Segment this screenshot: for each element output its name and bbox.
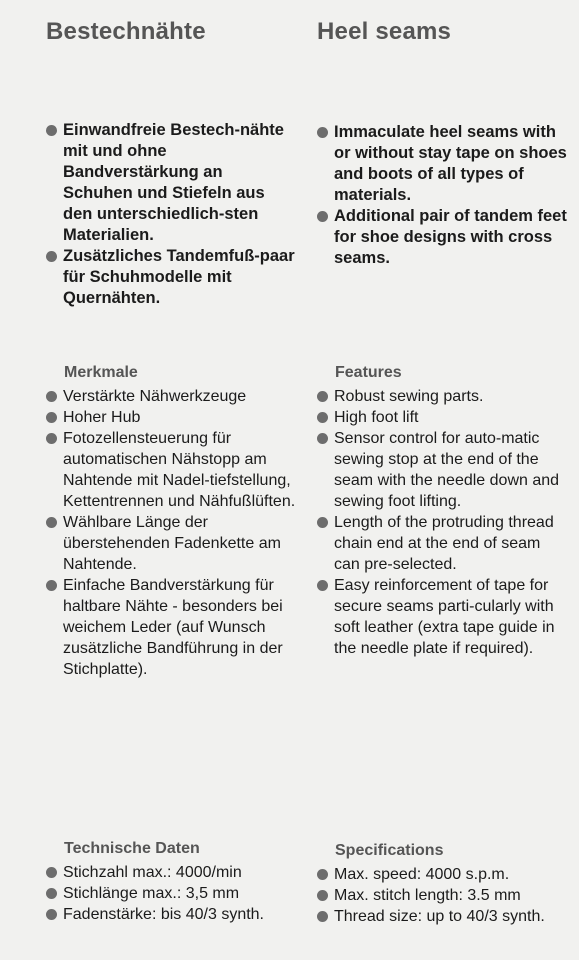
bullet-icon: [46, 517, 57, 528]
list-item: [46, 512, 296, 575]
english-title: Heel seams: [317, 18, 452, 45]
german-specs-list: [46, 862, 296, 925]
feature-text: Wählbare Länge der überstehenden Fadenkette am Nahtende.: [63, 514, 281, 573]
list-item: [46, 883, 296, 904]
list-item: [46, 386, 296, 407]
bullet-icon: [317, 433, 328, 444]
list-item: [46, 575, 296, 680]
bullet-icon: [46, 251, 57, 262]
list-item: [317, 575, 567, 659]
spec-text: Max. stitch length: 3.5 mm: [334, 887, 521, 904]
bullet-icon: [46, 580, 57, 591]
intro-text: Einwandfreie Bestech-nähte mit und ohne Bandverstärkung an Schuhen und Stiefeln aus den unterschiedlich-sten Materialien.: [63, 121, 284, 244]
bullet-icon: [317, 412, 328, 423]
german-specs-heading: Technische Daten: [64, 840, 200, 857]
list-item: [317, 906, 567, 927]
german-features-heading: Merkmale: [64, 364, 138, 381]
spec-text: Stichzahl max.: 4000/min: [63, 864, 242, 881]
bullet-icon: [46, 867, 57, 878]
list-item: [317, 206, 567, 269]
feature-text: Einfache Bandverstärkung für haltbare Nähte - besonders bei weichem Leder (auf Wunsch zusätzliche Bandführung in der Stichplatte).: [63, 577, 283, 678]
bullet-icon: [317, 391, 328, 402]
english-intro-list: [317, 122, 567, 269]
english-features-heading: Features: [335, 364, 402, 381]
bullet-icon: [46, 909, 57, 920]
list-item: [46, 904, 296, 925]
feature-text: Verstärkte Nähwerkzeuge: [63, 388, 247, 405]
german-title: Bestechnähte: [46, 18, 206, 45]
spec-text: Stichlänge max.: 3,5 mm: [63, 885, 240, 902]
bullet-icon: [317, 911, 328, 922]
list-item: [317, 864, 567, 885]
list-item: [317, 386, 567, 407]
feature-text: Sensor control for auto-matic sewing stop at the end of the seam with the needle down and sewing foot lifting.: [334, 430, 560, 510]
list-item: [317, 512, 567, 575]
feature-text: Hoher Hub: [63, 409, 141, 426]
list-item: [46, 246, 296, 309]
list-item: [317, 428, 567, 512]
feature-text: High foot lift: [334, 409, 419, 426]
bullet-icon: [317, 890, 328, 901]
list-item: [317, 407, 567, 428]
spec-text: Thread size: up to 40/3 synth.: [334, 908, 545, 925]
list-item: [46, 120, 296, 246]
intro-text: Zusätzliches Tandemfuß-paar für Schuhmodelle mit Quernähten.: [63, 247, 295, 307]
english-features-list: [317, 386, 567, 659]
bullet-icon: [317, 211, 328, 222]
list-item: [46, 428, 296, 512]
bullet-icon: [46, 125, 57, 136]
bullet-icon: [46, 888, 57, 899]
bullet-icon: [46, 412, 57, 423]
feature-text: Length of the protruding thread chain end at the end of seam can pre-selected.: [334, 514, 554, 573]
list-item: [317, 885, 567, 906]
german-intro-list: [46, 120, 296, 309]
bullet-icon: [317, 517, 328, 528]
intro-text: Immaculate heel seams with or without stay tape on shoes and boots of all types of materials.: [334, 123, 567, 204]
english-specs-list: [317, 864, 567, 927]
list-item: [46, 407, 296, 428]
feature-text: Easy reinforcement of tape for secure seams parti-cularly with soft leather (extra tape guide in the needle plate if required).: [334, 577, 555, 657]
spec-text: Max. speed: 4000 s.p.m.: [334, 866, 510, 883]
bullet-icon: [46, 391, 57, 402]
bullet-icon: [317, 580, 328, 591]
intro-text: Additional pair of tandem feet for shoe designs with cross seams.: [334, 207, 567, 267]
bullet-icon: [317, 869, 328, 880]
spec-text: Fadenstärke: bis 40/3 synth.: [63, 906, 264, 923]
list-item: [46, 862, 296, 883]
bullet-icon: [46, 433, 57, 444]
german-features-list: [46, 386, 296, 680]
feature-text: Fotozellensteuerung für automatischen Nähstopp am Nahtende mit Nadel-tiefstellung, Kettentrennen und Nähfußlüften.: [63, 430, 296, 510]
list-item: [317, 122, 567, 206]
english-specs-heading: Specifications: [335, 842, 444, 859]
feature-text: Robust sewing parts.: [334, 388, 484, 405]
bullet-icon: [317, 127, 328, 138]
